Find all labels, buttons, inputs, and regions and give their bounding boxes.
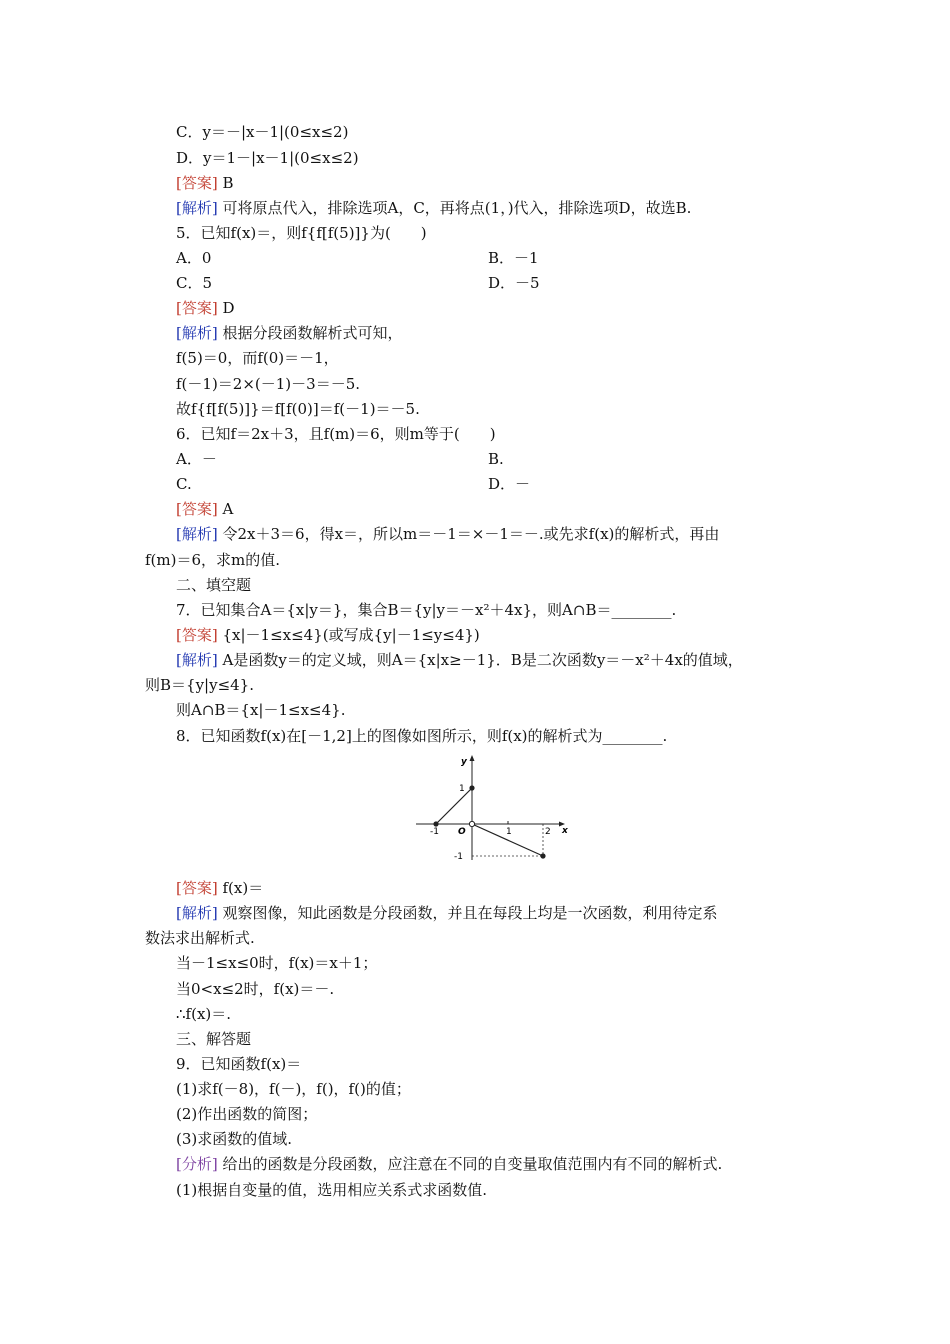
segment-left — [436, 788, 472, 824]
line-13: A．－ — [176, 450, 217, 468]
line-23: 则A∩B＝{x|－1≤x≤4}. — [176, 701, 346, 719]
tick-label-neg1-x: -1 — [430, 827, 439, 837]
line-8: [解析] 根据分段函数解析式可知， — [176, 324, 403, 342]
analysis-tag: [解析] — [176, 199, 218, 217]
tick-label-neg1-y: -1 — [454, 852, 463, 862]
line-29: 当0<x≤2时，f(x)＝－. — [176, 980, 335, 998]
answer-tag: [答案] — [176, 626, 218, 644]
line-37: (1)根据自变量的值，选用相应关系式求函数值. — [176, 1181, 488, 1199]
analysis-tag: [解析] — [176, 904, 218, 922]
line-18: 二、填空题 — [176, 576, 252, 594]
analysis-tag: [解析] — [176, 324, 218, 342]
tick-label-1: 1 — [506, 827, 512, 837]
point-neg1-0 — [433, 821, 438, 826]
line-14: C. — [176, 475, 192, 493]
line-14-right: D．－ — [488, 475, 531, 493]
answer-tag: [答案] — [176, 879, 218, 897]
line-28: 当－1≤x≤0时，f(x)＝x＋1； — [176, 954, 378, 972]
analysis-tag: [解析] — [176, 525, 218, 543]
line-22: 则B＝{y|y≤4}. — [145, 676, 254, 694]
line-5-right: B．－1 — [488, 249, 539, 267]
tick-label-1-y: 1 — [459, 784, 465, 794]
line-35: (3)求函数的值域. — [176, 1130, 293, 1148]
function-graph — [410, 752, 575, 866]
line-5: A．0 — [176, 249, 212, 267]
line-12: 6．已知f＝2x＋3，且f(m)＝6，则m等于( ) — [176, 425, 496, 443]
line-6-right: D．－5 — [488, 274, 540, 292]
line-13-right: B. — [488, 450, 504, 468]
line-30: ∴f(x)＝. — [176, 1005, 232, 1023]
line-0: C．y＝－|x－1|(0≤x≤2) — [176, 123, 349, 141]
y-arrow — [470, 755, 475, 761]
line-21: [解析] A是函数y＝的定义域，则A＝{x|x≥－1}．B是二次函数y＝－x²＋4x的值域， — [176, 651, 743, 669]
analysis-tag: [解析] — [176, 651, 218, 669]
line-25: [答案] f(x)＝ — [176, 879, 264, 897]
point-0-1 — [469, 785, 474, 790]
point-origin-open — [469, 821, 474, 826]
answer-tag: [答案] — [176, 500, 218, 518]
line-34: (2)作出函数的简图； — [176, 1105, 318, 1123]
line-33: (1)求f(－8)，f(－)，f()，f()的值； — [176, 1080, 411, 1098]
line-1: D．y＝1－|x－1|(0≤x≤2) — [176, 149, 359, 167]
line-7: [答案] D — [176, 299, 235, 317]
line-36: [分析] 给出的函数是分段函数，应注意在不同的自变量取值范围内有不同的解析式. — [176, 1155, 723, 1173]
point-2-neg1 — [540, 853, 545, 858]
line-27: 数法求出解析式. — [145, 929, 255, 947]
origin-label: O — [458, 827, 466, 837]
line-32: 9．已知函数f(x)＝ — [176, 1055, 302, 1073]
line-10: f(－1)＝2×(－1)－3＝－5. — [176, 375, 361, 393]
line-24: 8．已知函数f(x)在[－1,2]上的图像如图所示，则f(x)的解析式为________. — [176, 727, 668, 745]
line-17: f(m)＝6，求m的值. — [145, 551, 281, 569]
answer-tag: [答案] — [176, 299, 218, 317]
line-26: [解析] 观察图像，知此函数是分段函数，并且在每段上均是一次函数，利用待定系 — [176, 904, 718, 922]
y-label: y — [461, 757, 467, 767]
line-3: [解析] 可将原点代入，排除选项A，C，再将点(1，)代入，排除选项D，故选B. — [176, 199, 692, 217]
line-6: C．5 — [176, 274, 213, 292]
line-20: [答案] {x|－1≤x≤4}(或写成{y|－1≤y≤4}) — [176, 626, 480, 644]
line-11: 故f{f[f(5)]}＝f[f(0)]＝f(－1)＝－5. — [176, 400, 420, 418]
line-4: 5．已知f(x)＝，则f{f[f(5)]}为( ) — [176, 224, 427, 242]
tick-label-2: 2 — [545, 827, 551, 837]
line-19: 7．已知集合A＝{x|y＝}，集合B＝{y|y＝－x²＋4x}，则A∩B＝________. — [176, 601, 677, 619]
line-16: [解析] 令2x＋3＝6，得x＝，所以m＝－1＝×－1＝－.或先求f(x)的解析式，再由 — [176, 525, 720, 543]
answer-tag: [答案] — [176, 174, 218, 192]
line-9: f(5)＝0，而f(0)＝－1， — [176, 349, 339, 367]
line-2: [答案] B — [176, 174, 234, 192]
reasoning-tag: [分析] — [176, 1155, 218, 1173]
x-label: x — [562, 826, 568, 836]
line-31: 三、解答题 — [176, 1030, 252, 1048]
line-15: [答案] A — [176, 500, 234, 518]
